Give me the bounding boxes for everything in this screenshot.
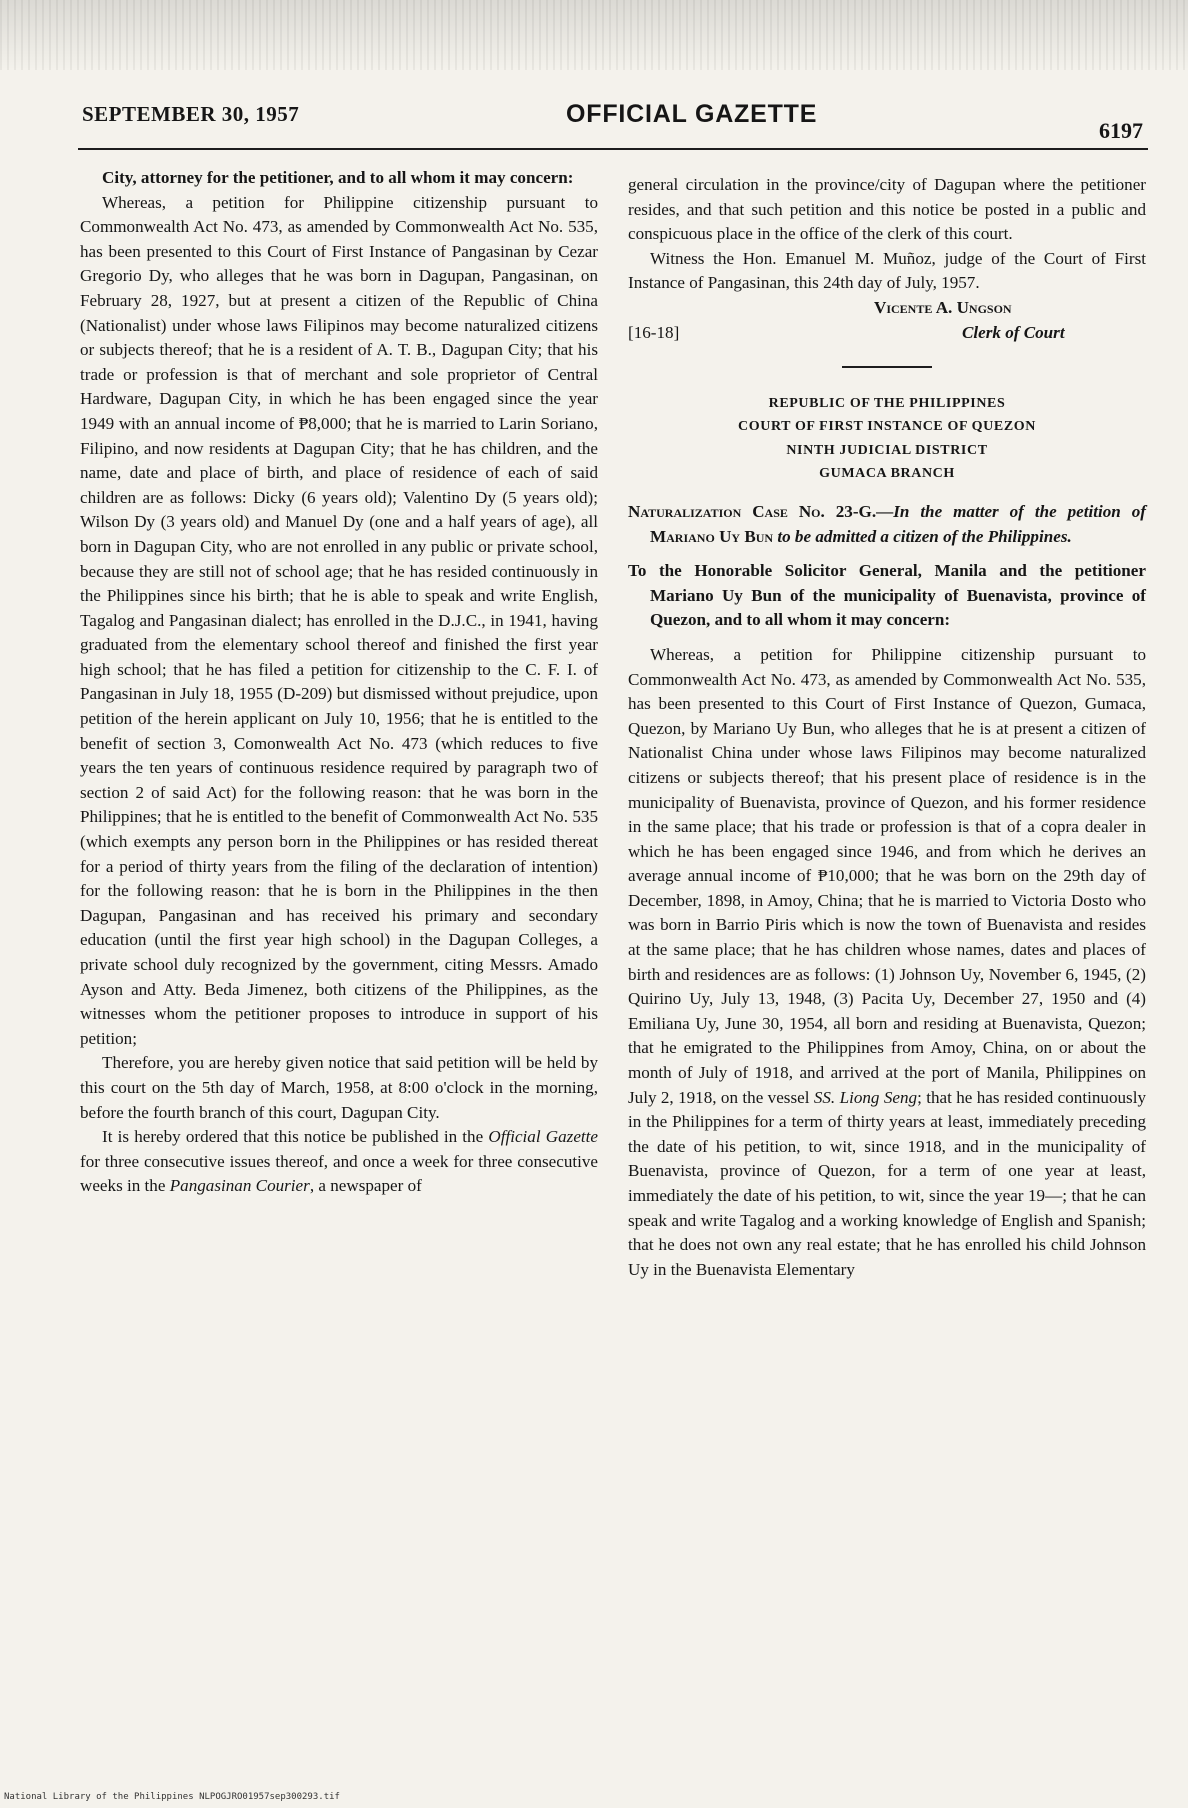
addressee-2: To the Honorable Solicitor General, Manila and the petitioner Mariano Uy Bun of the municipality of Buenavista, province of Quezon, and to all whom it may concern: <box>628 561 1146 630</box>
serial-number: [16-18] <box>628 322 680 342</box>
order-text-3: , a newspaper of <box>309 1176 422 1196</box>
court-line: COURT OF FIRST INSTANCE OF QUEZON <box>738 419 1036 435</box>
issue-date: SEPTEMBER 30, 1957 <box>82 102 300 126</box>
case-matter-2: to be admitted a citizen of the Philippines. <box>773 526 1072 546</box>
publication-order-paragraph <box>80 1125 598 1199</box>
case-label: Naturalization Case No. 23-G.— <box>628 501 894 521</box>
court-line: NINTH JUDICIAL DISTRICT <box>786 442 988 458</box>
court-line: REPUBLIC OF THE PHILIPPINES <box>768 395 1006 411</box>
court-line: GUMACA BRANCH <box>819 466 955 482</box>
whereas-text-2: ; that he has resided continuously in the Philippines for a term of thirty years at least, immediately preceding the date of his petition, to wit, since 1918, and in the municipality of Buenavista, province of Quezon, for a term of one year at least, immediately the date of his petition, to wit, since the year 19—; that he can speak and write Tagalog and a working knowledge of English and Spanish; that he does not own any real estate; that he has enrolled his child Johnson Uy in the Buenavista Elementary <box>628 1087 1146 1279</box>
page-number: 6197 <box>1099 118 1143 143</box>
case-title <box>628 500 1146 549</box>
order-text-1: It is hereby ordered that this notice be published in the <box>102 1127 489 1147</box>
continued-paragraph: general circulation in the province/city of Dagupan where the petitioner resides, and that such petition and this notice be posted in a public and conspicuous place in the office of the clerk of this court. <box>628 175 1146 244</box>
courier-name: Pangasinan Courier <box>169 1176 310 1196</box>
scan-noise <box>0 0 1188 70</box>
signature-block <box>628 296 1146 348</box>
vessel-name: SS. Liong Seng <box>813 1087 918 1107</box>
case-matter-1: In the matter of the petition of <box>893 501 1146 521</box>
publication-title: OFFICIAL GAZETTE <box>566 100 818 128</box>
witness-paragraph: Witness the Hon. Emanuel M. Muñoz, judge of the Court of First Instance of Pangasinan, this 24th day of July, 1957. <box>628 248 1146 293</box>
petitioner-name: Mariano Uy Bun <box>650 526 774 546</box>
signer-title: Clerk of Court <box>962 322 1065 342</box>
signer-name: Vicente A. Ungson <box>874 297 1012 317</box>
section-divider <box>842 366 932 368</box>
whereas-paragraph: Whereas, a petition for Philippine citizenship pursuant to Commonwealth Act No. 473, as amended by Commonwealth Act No. 535, has been presented to this Court of First Instance of Pangasinan by Cezar Gregorio Dy, who alleges that he was born in Dagupan, Pangasinan, on February 28, 1927, but at present a citizen of the Republic of China (Nationalist) under whose laws Filipinos may become naturalized citizens or subjects thereof; that he is a resident of A. T. B., Dagupan City; that his trade or profession is that of merchant and sole proprietor of Central Hardware, Dagupan City, in which he has been engaged since the year 1949 with an annual income of ₱8,000; that he is married to Larin Soriano, Filipino, and now residents at Dagupan City; that he has children, and the name, date and place of birth, and place of residence of each of said children are as follows: Dicky (6 years old); Valentino Dy (5 years old); Wilson Dy (3 years old) and Manuel Dy (one and a half years of age), all born in Dagupan City, who are not enrolled in any public or private school, because they are still not of school age; that he has resided continuously in the Philippines since his birth; that he is able to speak and write English, Tagalog and Pangasinan dialect; has enrolled in the D.J.C., in 1941, having graduated from the elementary school thereof and finished the first year high school; that he has filed a petition for citizenship to the C. F. I. of Pangasinan in July 18, 1955 (D-209) but dismissed without prejudice, upon petition of the herein applicant on July 10, 1956; that he is entitled to the benefit of section 3, Comonwealth Act No. 473 (which reduces to five years the ten years of continuous residence required by paragraph two of section 2 of said Act) for the following reason: that he was born in the Philippines; that he is entitled to the benefit of Commonwealth Act No. 535 (which exempts any person born in the Philippines or has resided thereat for a period of thirty years from the filing of the declaration of intention) for the following reason: that he is born in the Philippines in the then Dagupan, Pangasinan and has received his primary and secondary education (until the first year high school) in the Dagupan Colleges, a private school duly recognized by the government, citing Messrs. Amado Ayson and Atty. Beda Jimenez, both citizens of the Philippines, as the witnesses whom the petitioner proposes to introduce in support of his petition; <box>80 192 598 1048</box>
right-column <box>628 173 1146 1282</box>
scan-footer: National Library of the Philippines NLPOGJRO01957sep300293.tif <box>4 1792 340 1802</box>
page-header <box>80 98 1145 146</box>
header-rule <box>78 148 1148 150</box>
order-text-2: for three consecutive issues thereof, and once a week for three consecutive weeks in the <box>80 1151 598 1196</box>
hearing-notice-paragraph: Therefore, you are hereby given notice that said petition will be held by this court on the 5th day of March, 1958, at 8:00 o'clock in the morning, before the fourth branch of this court, Dagupan City. <box>80 1053 598 1122</box>
left-column <box>80 166 598 1199</box>
whereas-paragraph-2 <box>628 643 1146 1282</box>
court-heading <box>628 392 1146 486</box>
whereas-text-1: Whereas, a petition for Philippine citizenship pursuant to Commonwealth Act No. 473, as amended by Commonwealth Act No. 535, has been presented to this Court of First Instance of Quezon, Gumaca, Quezon, by Mariano Uy Bun, who alleges that he is at present a citizen of Nationalist China under whose laws Filipinos may become naturalized citizens or subjects thereof; that his present place of residence is in the municipality of Buenavista, province of Quezon, and his former residence in the same place; that his trade or profession is that of a copra dealer in which he has been engaged since 1946, and from which he derives an average annual income of ₱10,000; that he was born on the 29th day of December, 1898, in Amoy, China; that he is married to Victoria Dosto who was born in Barrio Piris which is now the town of Buenavista and resides at the same place; that he has children whose names, dates and places of birth and residences are as follows: (1) Johnson Uy, November 6, 1945, (2) Quirino Uy, July 13, 1948, (3) Pacita Uy, December 27, 1950 and (4) Emiliana Uy, June 30, 1954, all born and residing at Buenavista, Quezon; that he emigrated to the Philippines from Amoy, China, on or about the month of July of 1918, and arrived at the port of Manila, Philippines on July 2, 1918, on the vessel <box>628 644 1146 1107</box>
gazette-name: Official Gazette <box>488 1127 598 1147</box>
addressee: City, attorney for the petitioner, and to all whom it may concern: <box>102 168 574 187</box>
